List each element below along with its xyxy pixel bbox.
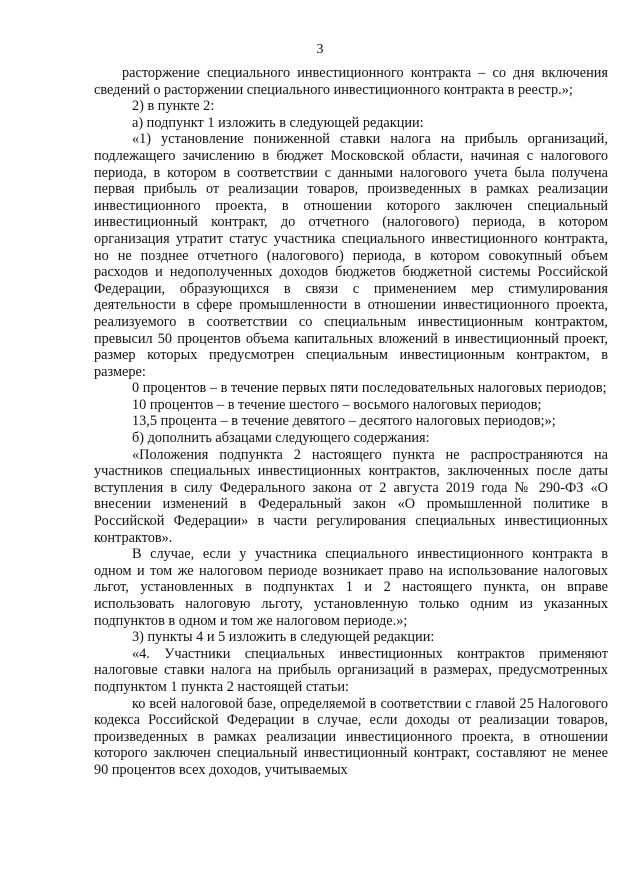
document-body	[94, 65, 608, 779]
paragraph: ко всей налоговой базе, определяемой в соответствии с главой 25 Налогового кодекса Российской Федерации в случае, если доходы от реализации товаров, произведенных в рамках реализации инвестиционного проекта, в отношении которого заключен специальный инвестиционный контракт, составляют не менее 90 процентов всех доходов, учитываемых	[94, 695, 608, 778]
paragraph: 2) в пункте 2:	[132, 98, 215, 115]
paragraph: 13,5 процента – в течение девятого – десятого налоговых периодов;»;	[132, 413, 556, 430]
paragraph: б) дополнить абзацами следующего содержания:	[132, 430, 430, 447]
paragraph: 3) пункты 4 и 5 изложить в следующей редакции:	[132, 629, 435, 646]
paragraph: 10 процентов – в течение шестого – восьмого налоговых периодов;	[132, 396, 542, 413]
paragraph: «4. Участники специальных инвестиционных контрактов применяют налоговые ставки налога на прибыль организаций в размерах, предусмотренных подпунктом 1 пункта 2 настоящей статьи:	[94, 645, 608, 695]
paragraph: а) подпункт 1 изложить в следующей редакции:	[132, 114, 424, 131]
page-number: 3	[316, 42, 324, 57]
paragraph: «Положения подпункта 2 настоящего пункта не распространяются на участников специальных инвестиционных контрактов, заключенных после даты вступления в силу Федерального закона от 2 августа 2019 года № 290-ФЗ «О внесении изменений в Федеральный закон «О промышленной политике в Российской Федерации» в части регулирования специальных инвестиционных контрактов».	[94, 446, 608, 546]
paragraph: 0 процентов – в течение первых пяти последовательных налоговых периодов;	[132, 380, 607, 397]
paragraph: В случае, если у участника специального инвестиционного контракта в одном и том же налоговом периоде возникает право на использование налоговых льгот, установленных в подпунктах 1 и 2 настоящего пункта, он вправе использовать налоговую льготу, установленную только одним из указанных подпунктов в одном и том же налоговом периоде.»;	[94, 546, 608, 629]
paragraph: «1) установление пониженной ставки налога на прибыль организаций, подлежащего зачислению в бюджет Московской области, начиная с налогового периода, в котором в соответствии с данными налогового учета была получена первая прибыль от реализации товаров, произведенных в рамках реализации инвестиционного проекта, в отношении которого заключен специальный инвестиционный контракт, до отчетного (налогового) периода, в котором организация утратит статус участника специального инвестиционного контракта, но не позднее отчетного (налогового) периода, в котором совокупный объем расходов и недополученных доходов бюджетов бюджетной системы Российской Федерации, образующихся в связи с применением мер стимулирования деятельности в сфере промышленности в отношении инвестиционного проекта, реализуемого в соответствии со специальным инвестиционным контрактом, превысил 50 процентов объема капитальных вложений в инвестиционный проект, размер которых предусмотрен специальным инвестиционным контрактом, в размере:	[94, 131, 608, 380]
paragraph: расторжение специального инвестиционного контракта – со дня включения сведений о расторжении специального инвестиционного контракта в реестр.»;	[94, 65, 608, 98]
